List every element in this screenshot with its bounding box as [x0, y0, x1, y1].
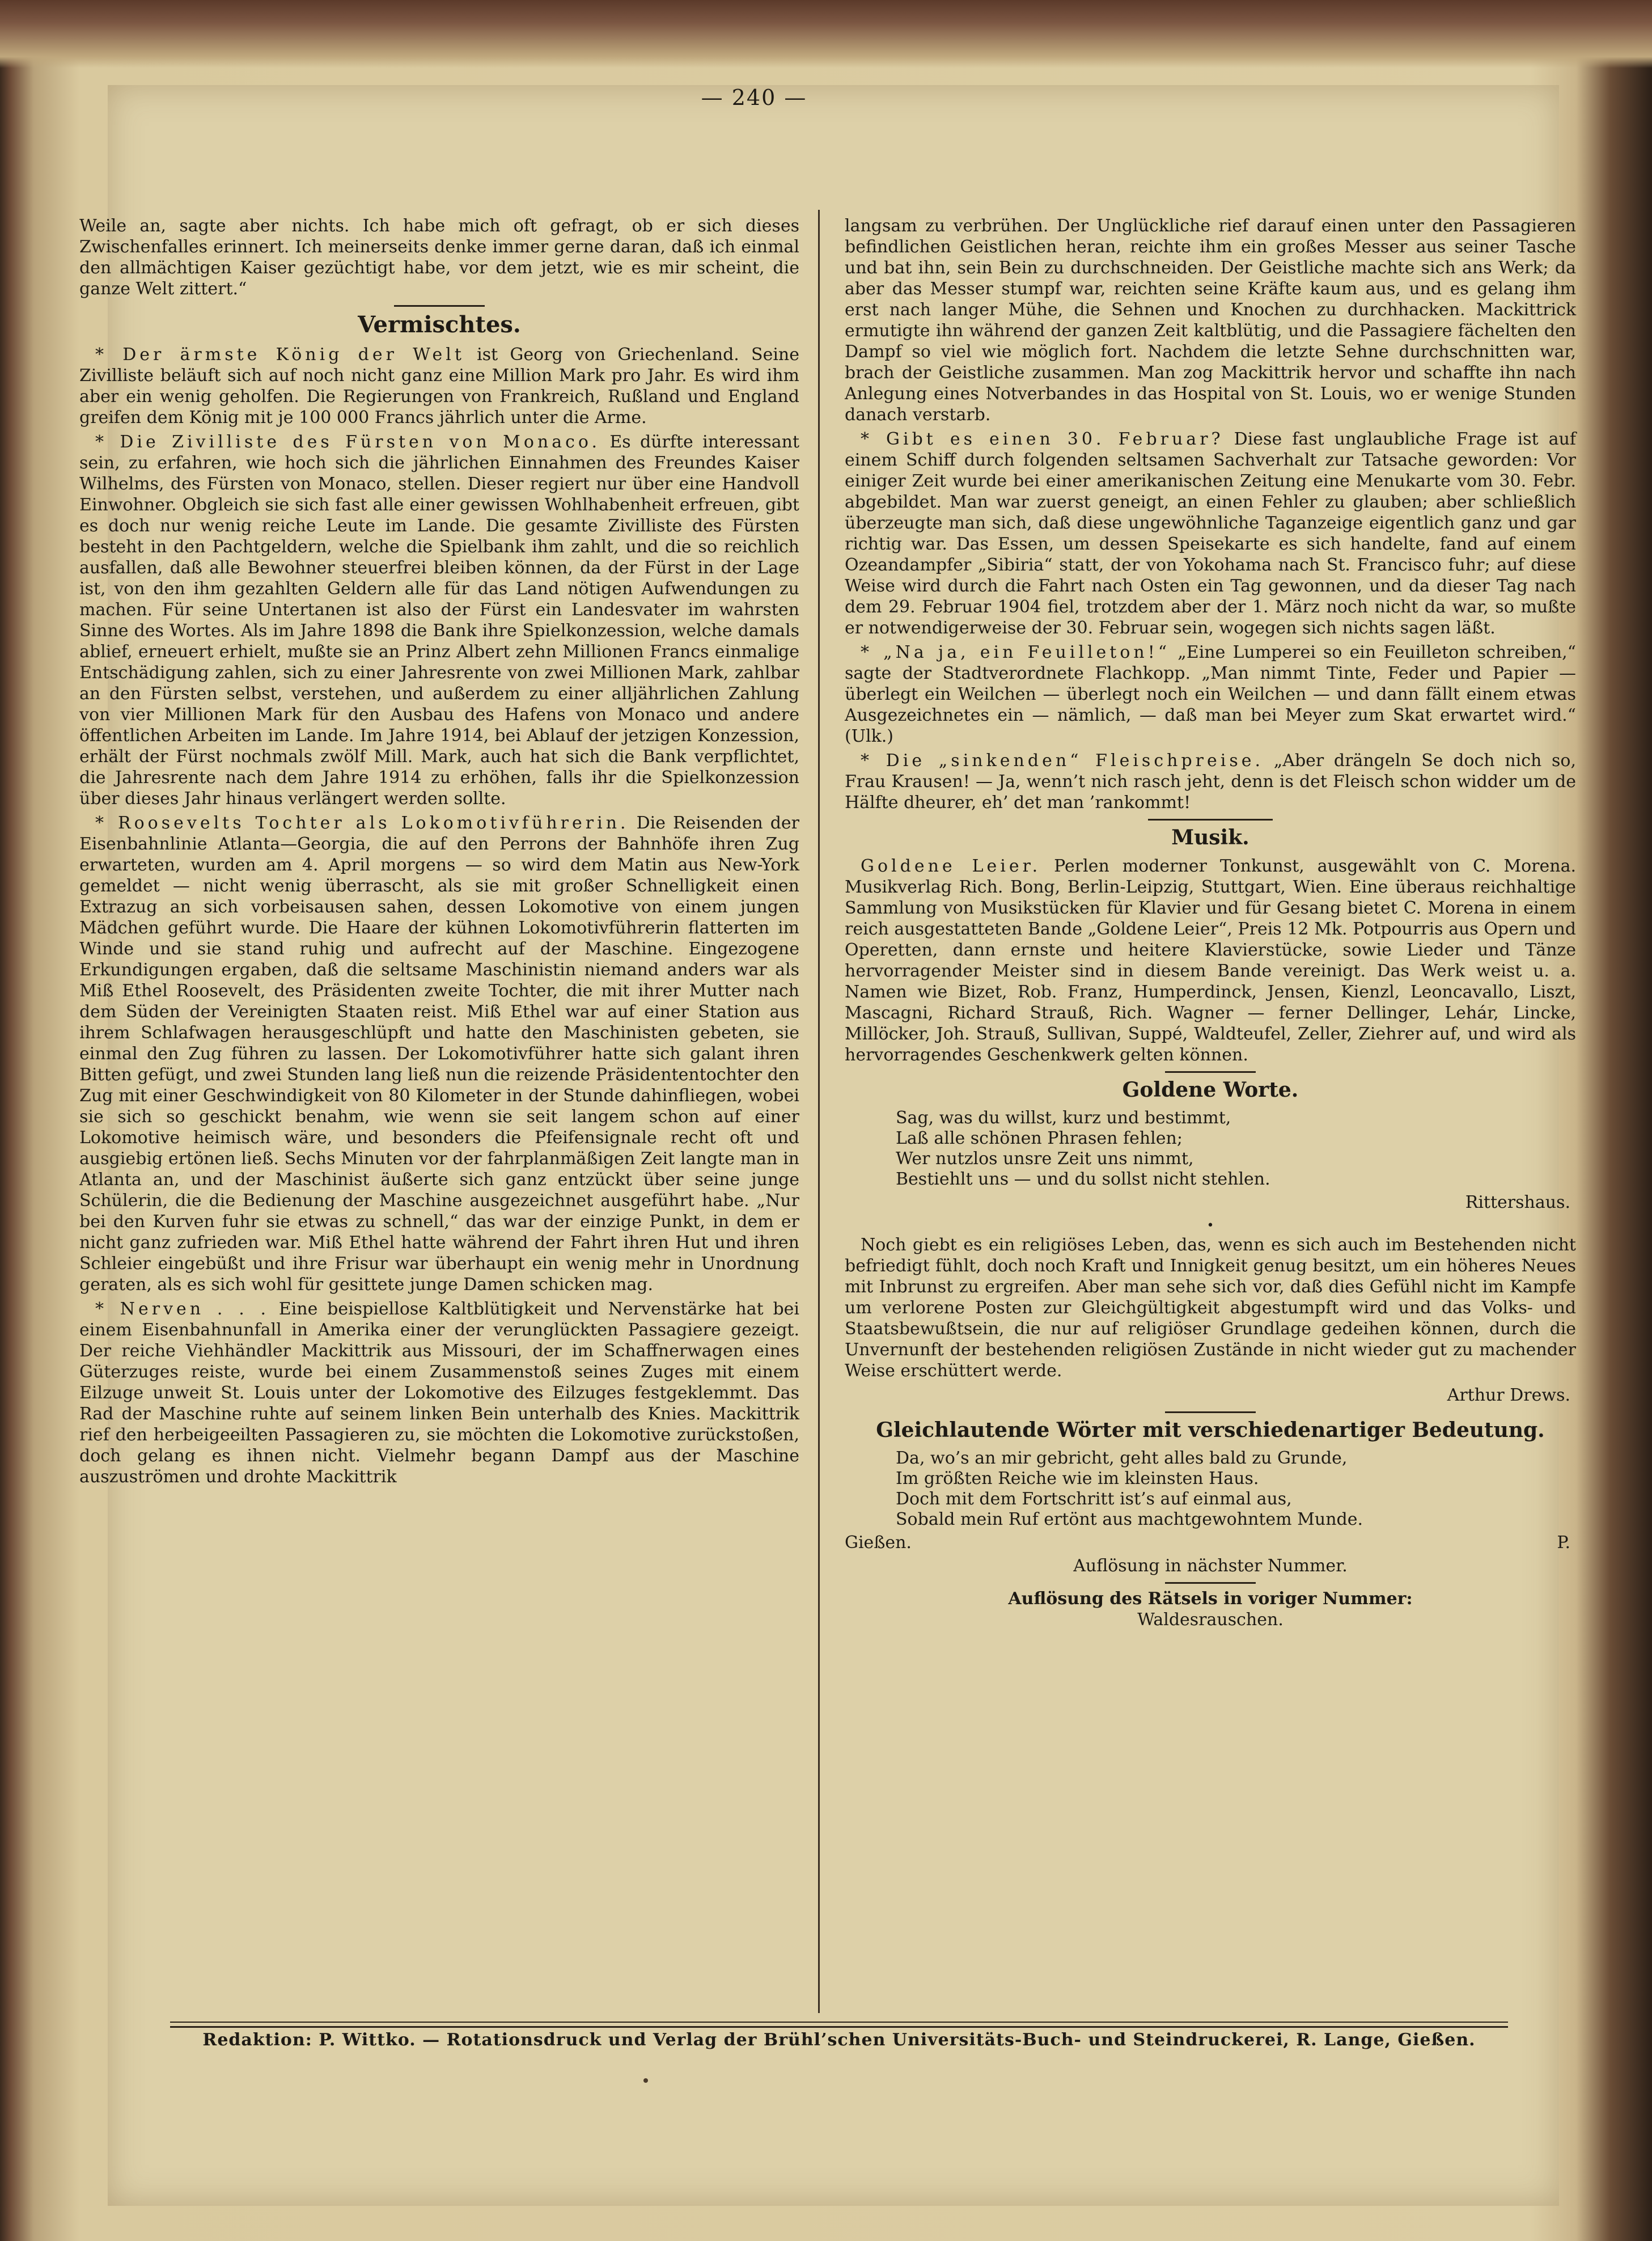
- article-lead: * Nerven . . .: [95, 1299, 270, 1319]
- article-lead: * Gibt es einen 30. Februar?: [861, 429, 1224, 449]
- article-lead: * Roosevelts Tochter als Lokomotivführerin.: [95, 813, 629, 833]
- footer-rule: [170, 2022, 1508, 2028]
- article-text: „Eine Lumperei so ein Feuilleton schreiben,“ sagte der Stadtverordnete Flachkopp. „Man nimmt Tinte, Feder und Papier — überlegt ein Weilchen — überlegt noch ein Weilchen — und dann fällt einem etwas Ausgezeichnetes ein — nämlich, — daß man bei Meyer zum Skat erwartet wird.“: [845, 642, 1576, 725]
- continued-paragraph: langsam zu verbrühen. Der Unglückliche rief darauf einen unter den Passagieren befindlichen Geistlichen heran, reichte ihm ein großes Messer aus seiner Tasche und bat ihn, sein Bein zu durchschneiden. Der Geistliche machte sich ans Werk; da aber das Messer stumpf war, reichten seine Kräfte kaum aus, und es gelang ihm erst nach langer Mühe, die Sehnen und Knochen zu durchhacken. Mackittrick ermutigte ihn während der ganzen Zeit kaltblütig, und die Passagiere fächelten den Dampf so viel wie möglich fort. Nachdem die letzte Sehne durchschnitten war, brach der Geistliche zusammen. Man zog Mackittrik hervor und schaffte ihn nach Anlegung eines Notverbandes in das Hospital von St. Louis, wo er wenige Stunden danach verstarb.: [845, 216, 1576, 425]
- intro-paragraph: Weile an, sagte aber nichts. Ich habe mich oft gefragt, ob er sich dieses Zwischenfalles erinnert. Ich meinerseits denke immer gerne daran, daß ich einmal den allmächtigen Kaiser gezüchtigt habe, vor dem jetzt, wie es mir scheint, die ganze Welt zittert.“: [79, 216, 799, 299]
- article-nerven: [79, 1299, 799, 1487]
- poem-line: Sag, was du willst, kurz und bestimmt,: [896, 1108, 1231, 1128]
- solution-next-note: Auflösung in nächster Nummer.: [1073, 1556, 1348, 1576]
- riddle-author: P.: [1557, 1533, 1570, 1553]
- article-koenig: [79, 344, 799, 428]
- article-source: (Ulk.): [845, 726, 894, 746]
- article-lead: * Die Zivilliste des Fürsten von Monaco.: [95, 432, 601, 452]
- left-column: [79, 215, 799, 1491]
- poem-line: Wer nutzlos unsre Zeit uns nimmt,: [896, 1149, 1194, 1169]
- right-column: [845, 215, 1576, 1630]
- article-lead: * „Na ja, ein Feuilleton!“: [861, 642, 1171, 662]
- article-text: Die Reisenden der Eisenbahnlinie Atlanta—Georgia, die auf den Perrons der Bahnhöfe ihren Zug erwarteten, wurden am 4. April morgens — so wird dem Matin aus New-York gemeldet — nicht wenig überrascht, als sie mit großer Schnelligkeit einen Extrazug an sich vorbeisausen sahen, dessen Lokomotive von einem jungen Mädchen geführt wurde. Die Haare der kühnen Lokomotivführerin flatterten im Winde und sie stand ruhig und aufrecht auf der Maschine. Eingezogene Erkundigungen ergaben, daß die seltsame Maschinistin niemand anders war als Miß Ethel Roosevelt, des Präsidenten zweite Tochter, die mit ihrer Mutter nach dem Süden der Vereinigten Staaten reist. Miß Ethel war auf einer Station aus ihrem Schlafwagen herausgeschlüpft und hatte den Maschinisten gebeten, sie einmal den Zug führen zu lassen. Der Lokomotivführer hatte sich galant ihren Bitten gefügt, und zwei Stunden lang ließ nun die reizende Präsidententochter den Zug mit einer Geschwindigkeit von 80 Kilometer in der Stunde dahinfliegen, wobei sie sich so geschickt benahm, wie wenn sie seit langem schon auf einer Lokomotive heimisch wäre, und besonders die Pfeifensignale recht oft und ausgiebig ertönen ließ. Sechs Minuten vor der fahrplanmäßigen Zeit langte man in Atlanta an, und der Maschinist äußerte sich ganz entzückt über seine junge Schülerin, die die Bedienung der Maschine ausgezeichnet ausgeführt habe. „Nur bei den Kurven fuhr sie etwas zu schnell,“ das war der einzige Punkt, in dem er nicht ganz zufrieden war. Miß Ethel hatte während der Fahrt ihren Hut und ihren Schleier eingebüßt und ihre Frisur war überhaupt ein wenig mehr in Unordnung geraten, als es sich wohl für gesittete junge Damen schicken mag.: [79, 813, 799, 1295]
- poem-line: Laß alle schönen Phrasen fehlen;: [896, 1128, 1183, 1148]
- article-text: Diese fast unglaubliche Frage ist auf einem Schiff durch folgenden seltsamen Sachverhalt zur Tatsache geworden: Vor einiger Zeit wurde bei einer amerikanischen Zeitung eine Menukarte vom 30. Febr. abgebildet. Man war zuerst geneigt, an einen Fehler zu glauben; aber schließlich überzeugte man sich, daß diese ungewöhnliche Taganzeige eigentlich ganz und gar richtig war. Das Essen, um dessen Speisekarte es sich handelte, fand auf einem Ozeandampfer „Sibiria“ statt, der von Yokohama nach St. Francisco fuhr; auf diese Weise wird durch die Fahrt nach Osten ein Tag gewonnen, und da dieser Tag nach dem 29. Februar 1904 fiel, trotzdem aber der 1. März noch nicht da war, so mußte er notwendigerweise der 30. Februar sein, wogegen sich nichts sagen läßt.: [845, 429, 1576, 638]
- heading-musik: Musik.: [1171, 826, 1249, 849]
- solution-previous-answer: Waldesrauschen.: [1137, 1610, 1284, 1630]
- article-lead: * Der ärmste König der Welt: [95, 345, 465, 365]
- section-rule: [1165, 1071, 1256, 1073]
- riddle-poem: [896, 1448, 1576, 1530]
- article-roosevelt: [79, 813, 799, 1295]
- column-divider: [818, 210, 820, 2013]
- review-lead: Goldene Leier.: [861, 856, 1041, 876]
- riddle-footer: [845, 1532, 1570, 1553]
- heading-vermischtes: Vermischtes.: [358, 311, 521, 338]
- quote-author: Arthur Drews.: [1447, 1385, 1570, 1405]
- paper-mark: [643, 2078, 648, 2083]
- section-rule: [1165, 1582, 1256, 1584]
- section-rule: [394, 305, 485, 307]
- heading-gleichlautende: Gleichlautende Wörter mit verschiedenartiger Bedeutung.: [876, 1418, 1545, 1442]
- article-text: ist Georg von Griechenland. Seine Zivilliste beläuft sich auf noch nicht ganz eine Million Mark pro Jahr. Es wird ihm aber ein wenig geholfen. Die Regierungen von Frankreich, Rußland und England greifen dem König mit je 100 000 Francs jährlich unter die Arme.: [79, 345, 799, 428]
- poem-line: Sobald mein Ruf ertönt aus machtgewohntem Munde.: [896, 1509, 1363, 1529]
- poem-rittershaus: [896, 1108, 1576, 1190]
- poem-line: Bestiehlt uns — und du sollst nicht stehlen.: [896, 1169, 1270, 1189]
- separator-dot: •: [1206, 1219, 1214, 1233]
- heading-goldene-worte: Goldene Worte.: [1122, 1078, 1299, 1102]
- article-fleischpreise: [845, 750, 1576, 813]
- quote-drews: Noch giebt es ein religiöses Leben, das, wenn es sich auch im Bestehenden nicht befriedigt fühlt, doch noch Kraft und Innigkeit genug besitzt, um ein höheres Neues mit Inbrunst zu ergreifen. Aber man sehe sich vor, daß dies Gefühl nicht im Kampfe um verlorene Posten zur Gleichgültigkeit abgestumpft wird und das Volks- und Staatsbewußtsein, die nur auf religiöser Grundlage gedeihen können, durch die Unvernunft der bestehenden religiösen Zustände in nicht wieder gut zu machender Weise erschüttert werde.: [845, 1235, 1576, 1381]
- article-text: Es dürfte interessant sein, zu erfahren, wie hoch sich die jährlichen Einnahmen des Freundes Kaiser Wilhelms, des Fürsten von Monaco, stellen. Dieser regiert nur über eine Handvoll Einwohner. Obgleich sie sich fast alle einer gewissen Wohlhabenheit erfreuen, gibt es doch nur wenig reiche Leute im Lande. Die gesamte Zivilliste des Fürsten besteht in den Pachtgeldern, welche die Spielbank ihm zahlt, und die so reichlich ausfallen, daß alle Bewohner steuerfrei bleiben können, da der Fürst in der Lage ist, von den ihm gezahlten Geldern alle für das Land nötigen Aufwendungen zu machen. Für seine Untertanen ist also der Fürst ein Landesvater im wahrsten Sinne des Wortes. Als im Jahre 1898 die Bank ihre Spielkonzession, welche damals ablief, erneuert erhielt, mußte sie an Prinz Albert zehn Millionen Francs einmalige Entschädigung zahlen, sich zu einer Jahresrente von zwei Millionen Mark, zahlbar an den Fürsten selbst, verstehen, und außerdem zu einer alljährlichen Zahlung von vier Millionen Mark für den Ausbau des Hafens von Monaco und andere öffentlichen Arbeiten im Lande. Im Jahre 1914, bei Ablauf der jetzigen Konzession, erhält der Fürst nochmals zwölf Mill. Mark, auch hat sich die Bank verpflichtet, die Jahresrente nach dem Jahre 1914 zu erhöhen, falls ihr die Spielkonzession über dieses Jahr hinaus verlängert werden sollte.: [79, 432, 800, 809]
- page-number: — 240 —: [701, 85, 807, 110]
- article-monaco: [79, 432, 799, 809]
- riddle-place: Gießen.: [845, 1533, 912, 1553]
- review-text: Perlen moderner Tonkunst, ausgewählt von C. Morena. Musikverlag Rich. Bong, Berlin-Leipzig, Stuttgart, Wien. Eine überaus reichhaltige Sammlung von Musikstücken für Klavier und für Gesang bietet C. Morena in einem reich ausgestatteten Bande „Goldene Leier“, Preis 12 Mk. Potpourris aus Opern und Operetten, dann ernste und heitere Klavierstücke, sowie Lieder und Tänze hervorragender Meister sind in diesem Bande vereinigt. Das Werk weist u. a. Namen wie Bizet, Rob. Franz, Humperdinck, Jensen, Kienzl, Leoncavallo, Liszt, Mascagni, Richard Strauß, Rich. Wagner — ferner Dellinger, Lehár, Lincke, Millöcker, Joh. Strauß, Sullivan, Suppé, Waldteufel, Zeller, Ziehrer auf, und wird als hervorragendes Geschenkwerk gelten können.: [845, 856, 1577, 1065]
- poem-author: Rittershaus.: [1465, 1193, 1570, 1212]
- article-lead: * Die „sinkenden“ Fleischpreise.: [861, 751, 1264, 771]
- poem-line: Im größten Reiche wie im kleinsten Haus.: [896, 1469, 1259, 1489]
- article-feuilleton: [845, 642, 1576, 747]
- section-rule: [1148, 819, 1273, 821]
- solution-previous-label: Auflösung des Rätsels in voriger Nummer:: [1008, 1589, 1413, 1609]
- article-text: Eine beispiellose Kaltblütigkeit und Nervenstärke hat bei einem Eisenbahnunfall in Amerika einer der verunglückten Passagiere gezeigt. Der reiche Viehhändler Mackittrik aus Missouri, der im Schaffnerwagen eines Güterzuges reiste, wurde bei einem Zusammenstoß seines Zuges mit einem Eilzuge unweit St. Louis unter der Lokomotive des Eilzuges festgeklemmt. Das Rad der Maschine ruhte auf seinem linken Bein unterhalb des Knies. Mackittrik rief den herbeigeeilten Passagieren zu, sie möchten die Lokomotive zurückstoßen, doch gelang es ihnen nicht. Vielmehr begann Dampf aus der Maschine auszuströmen und drohte Mackittrik: [79, 1299, 799, 1487]
- poem-line: Da, wo’s an mir gebricht, geht alles bald zu Grunde,: [896, 1448, 1348, 1468]
- binding-edge: [0, 0, 1652, 68]
- review-goldene-leier: [845, 856, 1576, 1065]
- article-text: „Aber drängeln Se doch nich so, Frau Krausen! — Ja, wenn’t nich rasch jeht, denn is det Fleisch schon widder um de Hälfte dheurer, eh’ det man ’rankommt!: [845, 751, 1577, 813]
- article-februar: [845, 429, 1576, 639]
- section-rule: [1165, 1411, 1256, 1413]
- imprint-footer: Redaktion: P. Wittko. — Rotationsdruck und Verlag der Brühl’schen Universitäts-Buch- und Steindruckerei, R. Lange, Gießen.: [202, 2030, 1476, 2050]
- poem-line: Doch mit dem Fortschritt ist’s auf einmal aus,: [896, 1489, 1292, 1509]
